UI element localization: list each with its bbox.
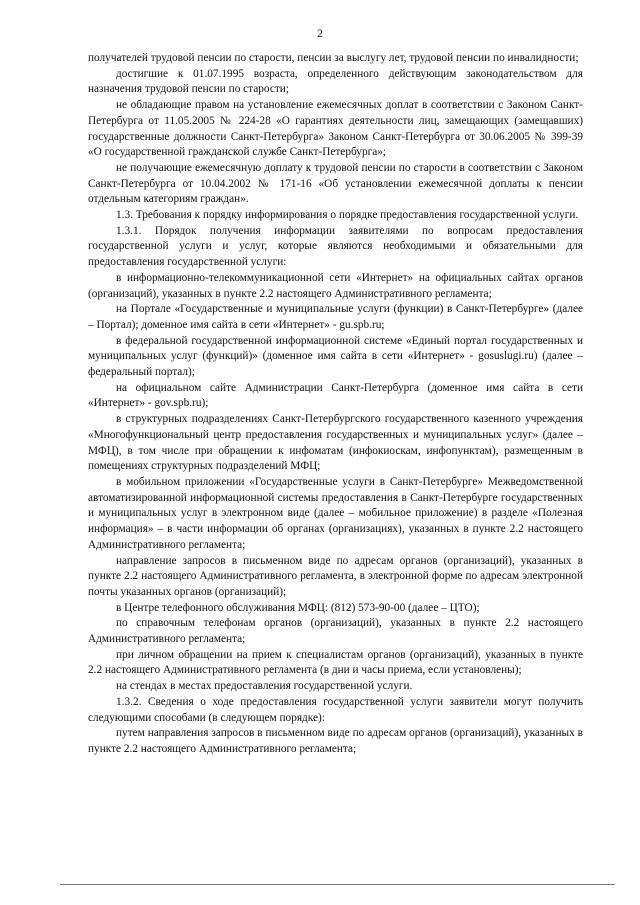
list-item-reference-phones: по справочным телефонам органов (организаций), указанных в пункте 2.2 настоящего Административного регламента; (88, 617, 583, 646)
paragraph-not-receiving-supplement: не получающие ежемесячную доплату к трудовой пенсии по старости в соответствии с Законом Санкт-Петербурга от 10.04.2002 № 171-16 «Об установлении ежемесячной доплаты к пенсии отдельным категориям граждан». (88, 161, 583, 206)
paragraph-no-right-to-supplements: не обладающие правом на установление ежемесячных доплат в соответствии с Законом Санкт-Петербурга от 11.05.2005 № 224-28 «О гарантиях деятельности лиц, замещающих (замещавших) государственные должности Санкт-Петербурга» Законом Санкт-Петербурга от 30.06.2005 № 399-39 «О государственной гражданской службе Санкт-Петербурга»; (88, 99, 583, 159)
list-item-written-requests: направление запросов в письменном виде по адресам органов (организаций), указанных в пункте 2.2 настоящего Административного регламента, в электронной форме по адресам электронной почты указанных органов (организаций); (88, 554, 583, 598)
list-item-federal-portal: в федеральной государственной информационной системе «Единый портал государственных и муниципальных услуг (функций)» (доменное имя сайта в сети «Интернет» - gosuslugi.ru) (далее – федеральный портал); (88, 334, 583, 379)
page-bottom-divider (60, 884, 615, 885)
section-heading-1-3-2: 1.3.2. Сведения о ходе предоставления государственной услуги заявители могут получить следующими способами (в следующем порядке): (88, 695, 583, 724)
document-body (88, 51, 583, 758)
section-heading-1-3-1: 1.3.1. Порядок получения информации заявителями по вопросам предоставления государственной услуги и услуг, которые являются необходимыми и обязательными для предоставления государственной услуги: (88, 224, 583, 269)
list-item-call-center: в Центре телефонного обслуживания МФЦ: (812) 573-90-00 (далее – ЦТО); (116, 601, 480, 614)
list-item-status-written-requests: путем направления запросов в письменном виде по адресам органов (организаций), указанных в пункте 2.2 настоящего Административного регламента; (88, 727, 583, 755)
list-item-internet-sites: в информационно-телекоммуникационной сети «Интернет» на официальных сайтах органов (организаций), указанных в пункте 2.2 настоящего Административного регламента; (88, 271, 583, 300)
list-item-spb-portal: на Портале «Государственные и муниципальные услуги (функции) в Санкт-Петербурге» (далее – Портал); доменное имя сайта в сети «Интернет» - gu.spb.ru; (88, 303, 583, 331)
page-number: 2 (317, 26, 323, 40)
paragraph-pension-recipients: получателей трудовой пенсии по старости, пенсии за выслугу лет, трудовой пенсии по инвалидности; (88, 52, 579, 64)
section-heading-1-3: 1.3. Требования к порядку информирования о порядке предоставления государственной услуги. (116, 209, 579, 222)
list-item-administration-site: на официальном сайте Администрации Санкт-Петербурга (доменное имя сайта в сети «Интернет» - gov.spb.ru); (88, 381, 583, 410)
list-item-mfc: в структурных подразделениях Санкт-Петербургского государственного казенного учреждения «Многофункциональный центр предоставления государственных и муниципальных услуг» (далее – МФЦ), в том числе при обращении к инфоматам (инфокиоскам, инфопунктам), размещенным в помещениях структурных подразделений МФЦ; (88, 413, 583, 473)
list-item-mobile-app: в мобильном приложении «Государственные услуги в Санкт-Петербурге» Межведомственной автоматизированной информационной системы предоставления в Санкт-Петербурге государственных и муниципальных услуг в электронном виде (далее – мобильное приложение) в разделе «Полезная информация» – в части информации об органах (организациях), указанных в пункте 2.2 настоящего Административного регламента; (88, 475, 583, 551)
paragraph-reached-age: достигшие к 01.07.1995 возраста, определенного действующим законодательством для назначения трудовой пенсии по старости; (88, 67, 583, 96)
list-item-personal-visit: при личном обращении на прием к специалистам органов (организаций), указанных в пункте 2.2 настоящего Административного регламента (в дни и часы приема, если установлены); (88, 648, 583, 677)
list-item-info-stands: на стендах в местах предоставления государственной услуги. (116, 680, 413, 693)
